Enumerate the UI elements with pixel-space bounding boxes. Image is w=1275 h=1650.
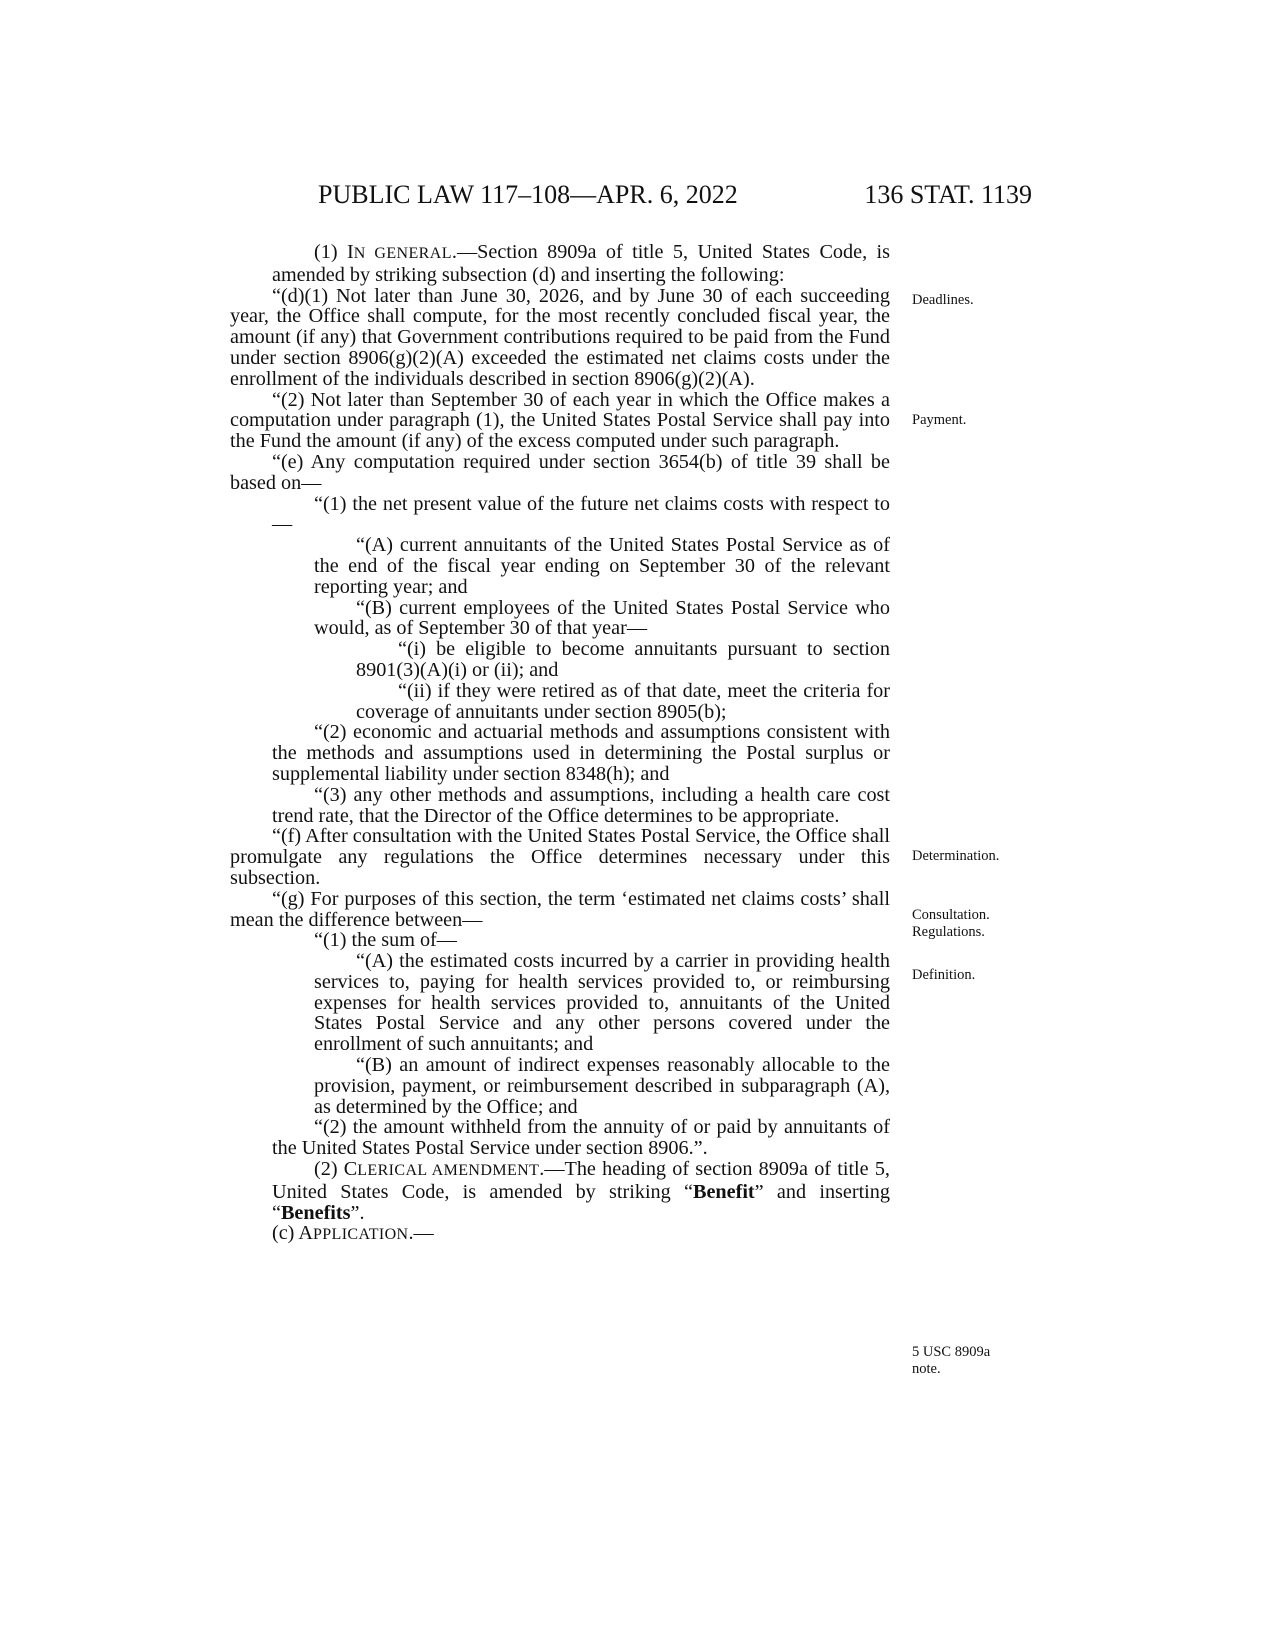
paragraph-d2: “(2) Not later than September 30 of each year in which the Office makes a computation under paragraph (1), the United States Postal Service shall pay into the Fund the amount (if any) of the excess computed under such paragraph. bbox=[230, 388, 890, 453]
heading-initial: C bbox=[343, 1158, 358, 1181]
statute-text bbox=[230, 242, 890, 1246]
bold-term: Benefit bbox=[692, 1180, 755, 1203]
heading-initial: I bbox=[346, 241, 354, 263]
paragraph-e1b-i: “(i) be eligible to become annuitants pursuant to section 8901(3)(A)(i) or (ii); and bbox=[356, 638, 890, 681]
margin-note-consultation: Consultation. bbox=[912, 907, 990, 923]
heading-initial: A bbox=[298, 1222, 313, 1245]
paragraph-number: (c) bbox=[272, 1222, 299, 1245]
paragraph-in-general bbox=[230, 242, 890, 286]
heading-small-caps: LERICAL AMENDMENT bbox=[357, 1162, 540, 1180]
paragraph-number: (2) bbox=[314, 1158, 344, 1181]
paragraph-f: “(f) After consultation with the United States Postal Service, the Office shall promulgate any regulations the Office determines necessary under this subsection. bbox=[230, 825, 890, 889]
heading-small-caps: PPLICATION bbox=[312, 1226, 409, 1244]
margin-note-definition: Definition. bbox=[912, 967, 976, 983]
heading-small-caps: N GENERAL bbox=[353, 245, 452, 262]
paragraph-d1: “(d)(1) Not later than June 30, 2026, and by June 30 of each succeeding year, the Office shall compute, for the most recently concluded fiscal year, the amount (if any) that Government contributions required to be paid from the Fund under section 8906(g)(2)(A) exceeded the estimated net claims costs under the enrollment of the individuals described in section 8906(g)(2)(A). bbox=[230, 284, 890, 390]
paragraph-g1b: “(B) an amount of indirect expenses reasonably allocable to the provision, payment, or reimbursement described in subparagraph (A), as determined by the Office; and bbox=[314, 1054, 890, 1118]
margin-note-payment: Payment. bbox=[912, 412, 967, 428]
paragraph-e2: “(2) economic and actuarial methods and assumptions consistent with the methods and assumptions used in determining the Postal surplus or supplemental liability under section 8348(h); and bbox=[272, 721, 890, 785]
paragraph-clerical-amendment bbox=[230, 1159, 890, 1223]
paragraph-text: ”. bbox=[350, 1201, 365, 1224]
paragraph-e1b: “(B) current employees of the United States Postal Service who would, as of September 30 of that year— bbox=[314, 596, 890, 640]
page-title: PUBLIC LAW 117–108—APR. 6, 2022 bbox=[318, 180, 738, 209]
paragraph-e1b-ii: “(ii) if they were retired as of that date, meet the criteria for coverage of annuitants under section 8905(b); bbox=[356, 679, 890, 723]
margin-note-determination: Determination. bbox=[912, 848, 1000, 864]
paragraph-application bbox=[230, 1223, 890, 1246]
bold-term: Benefits bbox=[280, 1201, 351, 1224]
margin-note-deadlines: Deadlines. bbox=[912, 292, 974, 308]
paragraph-text: .—Section 8909a of title 5, United States Code, is amended by striking subsection (d) and inserting the following: bbox=[272, 241, 891, 286]
page-header bbox=[222, 180, 1032, 220]
paragraph-text: .—The heading of section 8909a of title 5, United States Code, is amended by striking “ bbox=[272, 1158, 890, 1203]
statute-page-number: 136 STAT. 1139 bbox=[864, 180, 1032, 209]
margin-note-usc: 5 USC 8909a bbox=[912, 1344, 991, 1360]
paragraph-e1a: “(A) current annuitants of the United States Postal Service as of the end of the fiscal year ending on September 30 of the relevant reporting year; and bbox=[314, 534, 890, 598]
paragraph-g1a: “(A) the estimated costs incurred by a carrier in providing health services to, paying for health services provided to, or reimbursing expenses for health services provided to, annuitants of the United States Postal Service and any other persons covered under the enrollment of such annuitants; and bbox=[314, 950, 890, 1056]
paragraph-e: “(e) Any computation required under section 3654(b) of title 39 shall be based on— bbox=[230, 450, 890, 494]
paragraph-e3: “(3) any other methods and assumptions, including a health care cost trend rate, that the Director of the Office determines to be appropriate. bbox=[272, 783, 890, 827]
paragraph-number: (1) bbox=[314, 241, 347, 263]
paragraph-g: “(g) For purposes of this section, the term ‘estimated net claims costs’ shall mean the difference between— bbox=[230, 887, 890, 931]
paragraph-text: ” and inserting “ bbox=[272, 1180, 890, 1224]
paragraph-g1: “(1) the sum of— bbox=[314, 929, 457, 952]
margin-note-usc-note: note. bbox=[912, 1361, 941, 1377]
paragraph-e1: “(1) the net present value of the future net claims costs with respect to— bbox=[272, 492, 890, 536]
paragraph-g2: “(2) the amount withheld from the annuity of or paid by annuitants of the United States Postal Service under section 8906.”. bbox=[272, 1116, 890, 1160]
paragraph-text: .— bbox=[408, 1222, 434, 1245]
margin-note-regulations: Regulations. bbox=[912, 924, 985, 940]
